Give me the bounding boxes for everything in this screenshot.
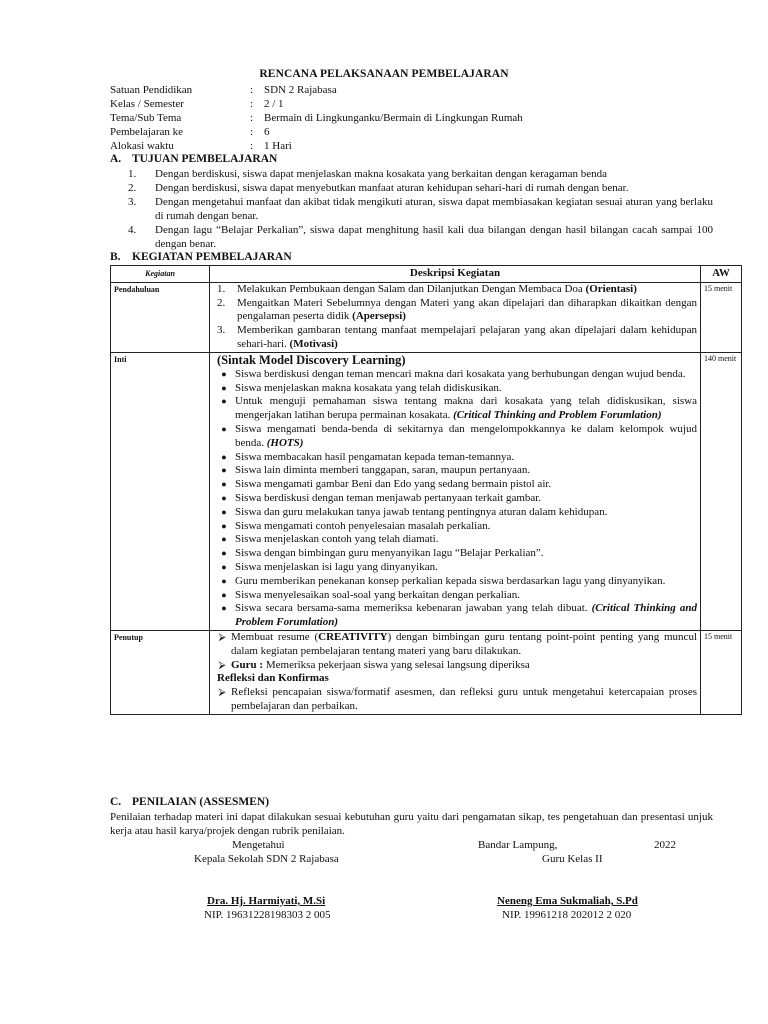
identity-separator: : xyxy=(250,98,254,110)
item-body: Siswa secara bersama-sama memeriksa kebenaran jawaban yang telah dibuat. xyxy=(235,602,588,615)
row-pendahuluan xyxy=(111,282,742,352)
item-tag: (Orientasi) xyxy=(585,282,637,295)
item-body: Siswa menjelaskan contoh yang telah diamati. xyxy=(235,533,439,546)
bullet-icon: ● xyxy=(221,506,227,517)
arrow-bullet-icon: ⮚ xyxy=(218,687,226,699)
list-item xyxy=(128,167,713,181)
phase-label: Inti xyxy=(111,352,210,630)
item-number: 3. xyxy=(128,196,137,208)
bullet-icon: ● xyxy=(221,382,227,393)
identity-row xyxy=(110,97,523,111)
sign-right-name: Neneng Ema Sukmaliah, S.Pd xyxy=(497,895,638,907)
refleksi-heading: Refleksi dan Konfirmas xyxy=(217,672,329,685)
item-text: Dengan berdiskusi, siswa dapat menyebutkan manfaat aturan kehidupan sehari-hari di rumah dengan benar. xyxy=(155,182,629,194)
item-text xyxy=(235,533,697,547)
item-text xyxy=(235,520,697,534)
list-item xyxy=(213,561,697,575)
item-body: Siswa menjelaskan isi lagu yang dinyanyikan. xyxy=(235,560,438,573)
bullet-icon: ● xyxy=(221,465,227,476)
list-item xyxy=(213,533,697,547)
sign-right-role: Guru Kelas II xyxy=(542,853,603,865)
penutup-desc xyxy=(210,630,701,714)
item-text: Dengan mengetahui manfaat dan akibat tidak mengikuti aturan, siswa dapat membiasakan kegiatan sesuai aturan yang berlaku di rumah dengan benar. xyxy=(155,196,713,222)
row-penutup xyxy=(111,630,742,714)
table-header-row xyxy=(111,266,742,283)
list-item xyxy=(213,464,697,478)
list-item xyxy=(213,478,697,492)
penilaian-text: Penilaian terhadap materi ini dapat dilakukan sesuai kebutuhan guru yaitu dari pengamatan sikap, tes pengetahuan dan presentasi unjuk kerja atau hasil karya/projek dengan rubrik penilaian. xyxy=(110,811,713,837)
list-item xyxy=(213,492,697,506)
item-text xyxy=(237,324,697,352)
bullet-icon: ● xyxy=(221,548,227,559)
list-item xyxy=(213,520,697,534)
bullet-icon: ● xyxy=(221,451,227,462)
item-number: 1. xyxy=(217,282,226,295)
item-text xyxy=(235,492,697,506)
bullet-icon: ● xyxy=(221,603,227,614)
list-item xyxy=(213,395,697,423)
item-tag: (HOTS) xyxy=(266,436,304,449)
kegiatan-table xyxy=(110,265,742,715)
arrow-bullet-icon: ⮚ xyxy=(218,631,226,643)
phase-label: Pendahuluan xyxy=(111,282,210,352)
identity-separator: : xyxy=(250,112,254,124)
bullet-icon: ● xyxy=(221,520,227,531)
item-text xyxy=(235,382,697,396)
item-text xyxy=(235,506,697,520)
item-body: Siswa mengamati contoh penyelesaian masalah perkalian. xyxy=(235,519,491,532)
item-number: 1. xyxy=(128,168,137,180)
identity-row xyxy=(110,139,523,153)
item-text xyxy=(237,283,697,297)
bullet-icon: ● xyxy=(221,479,227,490)
header-aw: AW xyxy=(701,266,742,283)
identity-label: Pembelajaran ke xyxy=(110,126,183,138)
header-kegiatan: Kegiatan xyxy=(111,266,210,283)
item-tag: (Apersepsi) xyxy=(352,310,406,323)
sign-right-nip: NIP. 19961218 202012 2 020 xyxy=(502,909,632,921)
identity-value: 6 xyxy=(264,126,270,138)
item-tag: (Motivasi) xyxy=(289,337,338,350)
item-text xyxy=(235,575,697,589)
identity-row xyxy=(110,111,523,125)
sign-left-title: Mengetahui xyxy=(232,839,285,851)
list-item xyxy=(213,451,697,465)
bullet-icon: ● xyxy=(221,396,227,407)
sign-left-nip: NIP. 19631228198303 2 005 xyxy=(204,909,331,921)
item-text xyxy=(235,547,697,561)
aw-value: 15 menit xyxy=(701,282,742,352)
sign-left-role: Kepala Sekolah SDN 2 Rajabasa xyxy=(194,853,339,865)
list-item: ⮚ Guru : Memeriksa pekerjaan siswa yang selesai langsung diperiksa xyxy=(213,659,697,673)
bullet-icon: ● xyxy=(221,534,227,545)
item-text xyxy=(235,589,697,603)
item-text xyxy=(235,395,697,423)
identity-separator: : xyxy=(250,140,254,152)
item-body: Siswa lain diminta memberi tanggapan, saran, maupun pertanyaan. xyxy=(235,464,531,477)
item-text: Dengan lagu “Belajar Perkalian”, siswa dapat menghitung hasil kali dua bilangan dengan hasil bilangan cacah sampai 100 dengan benar. xyxy=(155,224,713,250)
bullet-icon: ● xyxy=(221,589,227,600)
section-a-heading: A. TUJUAN PEMBELAJARAN xyxy=(110,153,278,165)
sign-right-place: Bandar Lampung, xyxy=(478,839,558,851)
list-item xyxy=(128,223,713,251)
item-text xyxy=(235,561,697,575)
bullet-icon: ● xyxy=(221,423,227,434)
identity-separator: : xyxy=(250,126,254,138)
phase-label: Penutup xyxy=(111,630,210,714)
item-text xyxy=(235,451,697,465)
bullet-icon: ● xyxy=(221,575,227,586)
identity-value: 2 / 1 xyxy=(264,98,284,110)
list-item xyxy=(213,297,697,325)
bullet-icon: ● xyxy=(221,492,227,503)
list-item xyxy=(213,368,697,382)
bullet-icon: ● xyxy=(221,561,227,572)
arrow-bullet-icon: ⮚ xyxy=(218,659,226,671)
item-body: Siswa berdiskusi dengan teman menjawab pertanyaan terkait gambar. xyxy=(235,491,542,504)
item-body: Memberikan gambaran tentang manfaat mempelajari pelajaran yang akan dipelajari dalam kehidupan sehari-hari. xyxy=(237,324,697,350)
sign-right-year: 2022 xyxy=(654,839,676,851)
item-body: Siswa dengan bimbingan guru menyanyikan lagu “Belajar Perkalian”. xyxy=(235,547,544,560)
item-text xyxy=(235,464,697,478)
list-item xyxy=(213,423,697,451)
item-body: Guru memberikan penekanan konsep perkalian kepada siswa berdasarkan lagu yang dinyanyikan. xyxy=(235,574,666,587)
section-b-heading: B. KEGIATAN PEMBELAJARAN xyxy=(110,251,292,263)
item-body: Siswa menjelaskan makna kosakata yang telah didiskusikan. xyxy=(235,381,502,394)
list-item xyxy=(213,506,697,520)
item-body: Siswa berdiskusi dengan teman mencari makna dari kosakata yang berhubungan dengan wujud benda. xyxy=(235,367,686,380)
item-number: 2. xyxy=(217,296,226,309)
identity-label: Alokasi waktu xyxy=(110,140,174,152)
item-tag: (Critical Thinking and Problem Forumlation) xyxy=(235,602,697,629)
item-text xyxy=(235,478,697,492)
item-body: Siswa mengamati benda-benda di sekitarnya dan mengelompokkannya ke dalam kelompok wujud benda. xyxy=(235,422,697,449)
item-text xyxy=(235,423,697,451)
pendahuluan-desc xyxy=(210,282,701,352)
identity-row xyxy=(110,125,523,139)
list-item xyxy=(128,181,713,195)
identity-block xyxy=(110,83,523,153)
item-body: Untuk menguji pemahaman siswa tentang makna dari kosakata yang telah didiskusikan, siswa mengerjakan latihan berupa permainan kosakata. xyxy=(235,395,697,422)
list-item xyxy=(128,195,713,223)
list-item: ⮚ Refleksi pencapaian siswa/formatif asesmen, dan refleksi guru untuk mengetahui ketercapaian proses pembelajaran dan perbaikan. xyxy=(213,686,697,714)
tujuan-list xyxy=(128,167,713,251)
identity-separator: : xyxy=(250,84,254,96)
identity-label: Kelas / Semester xyxy=(110,98,184,110)
bullet-icon: ● xyxy=(221,368,227,379)
aw-value: 140 menit xyxy=(701,352,742,630)
list-item xyxy=(213,602,697,630)
item-text xyxy=(237,297,697,325)
identity-row xyxy=(110,83,523,97)
item-text xyxy=(235,368,697,382)
row-inti xyxy=(111,352,742,630)
item-body: Mengaitkan Materi Sebelumnya dengan Materi yang akan dipelajari dan diharapkan dikaitkan dengan pengalaman peserta didik xyxy=(237,296,697,323)
item-body: Siswa mengamati gambar Beni dan Edo yang sedang bermain pistol air. xyxy=(235,478,552,491)
item-number: 2. xyxy=(128,182,137,194)
identity-label: Tema/Sub Tema xyxy=(110,112,182,124)
section-c-heading: C. PENILAIAN (ASSESMEN) xyxy=(110,796,270,808)
item-body: Melakukan Pembukaan dengan Salam dan Dilanjutkan Dengan Membaca Doa xyxy=(237,282,583,295)
aw-value: 15 menit xyxy=(701,630,742,714)
identity-value: Bermain di Lingkunganku/Bermain di Lingkungan Rumah xyxy=(264,112,523,124)
list-item xyxy=(213,283,697,297)
identity-label: Satuan Pendidikan xyxy=(110,84,193,96)
identity-value: SDN 2 Rajabasa xyxy=(264,84,337,96)
item-text: Dengan berdiskusi, siswa dapat menjelaskan makna kosakata yang berkaitan dengan keragaman benda xyxy=(155,168,608,180)
list-item xyxy=(213,547,697,561)
sintak-heading: (Sintak Model Discovery Learning) xyxy=(217,352,406,367)
item-tag: (Critical Thinking and Problem Forumlation) xyxy=(453,409,662,422)
list-item xyxy=(213,382,697,396)
sign-left-name: Dra. Hj. Harmiyati, M.Si xyxy=(207,895,326,907)
document-title: RENCANA PELAKSANAAN PEMBELAJARAN xyxy=(259,68,509,80)
header-deskripsi: Deskripsi Kegiatan xyxy=(210,266,701,283)
identity-value: 1 Hari xyxy=(264,140,292,152)
list-item xyxy=(213,589,697,603)
item-text xyxy=(235,602,697,630)
item-number: 4. xyxy=(128,224,137,236)
list-item xyxy=(213,324,697,352)
item-body: Siswa menyelesaikan soal-soal yang berkaitan dengan perkalian. xyxy=(235,588,520,601)
inti-desc xyxy=(210,352,701,630)
item-body: Siswa membacakan hasil pengamatan kepada teman-temannya. xyxy=(235,450,515,463)
item-body: Siswa dan guru melakukan tanya jawab tentang pentingnya aturan dalam kehidupan. xyxy=(235,505,608,518)
item-number: 3. xyxy=(217,324,226,337)
list-item xyxy=(213,575,697,589)
list-item: ⮚ Membuat resume (CREATIVITY) dengan bimbingan guru tentang point-point penting yang muncul dalam kegiatan pembelajaran tentang materi yang baru dilakukan. xyxy=(213,631,697,659)
